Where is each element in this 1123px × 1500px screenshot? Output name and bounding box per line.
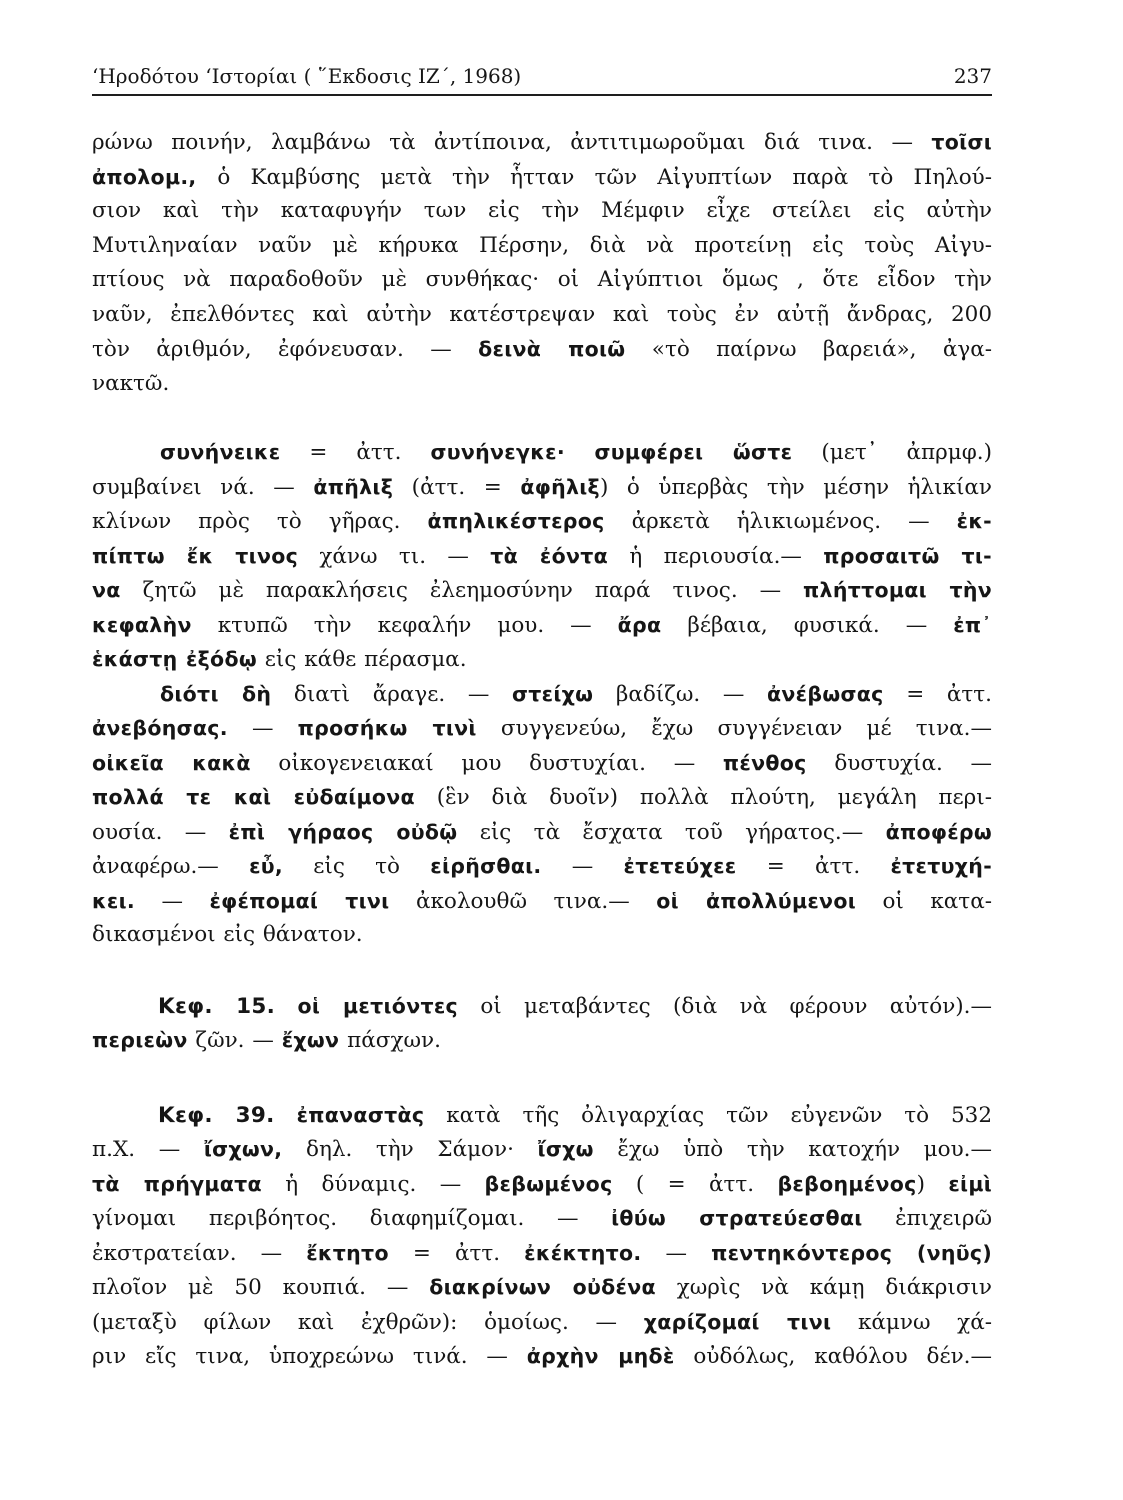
lemma-term: πεντηκόντερος (νηῦς) <box>711 1240 992 1265</box>
gloss-text: ἐκστρατείαν. — <box>92 1240 307 1266</box>
lemma-term: ἐπ᾽ <box>953 612 992 637</box>
text-line <box>92 367 992 402</box>
lemma-term: διακρίνων οὐδένα <box>429 1275 656 1299</box>
gloss-text: — <box>541 854 624 879</box>
gloss-text: ) ὁ ὑπερβὰς τὴν μέσην ἡλικίαν <box>599 474 993 500</box>
gloss-text: βέβαια, φυσικά. — <box>661 612 954 638</box>
section-kef-39 <box>92 1098 992 1133</box>
text-line <box>92 1167 992 1202</box>
gloss-text: δικασμένοι εἰς θάνατον. <box>92 922 363 947</box>
gloss-text: — <box>227 716 298 741</box>
lemma-term: ἀρχὴν μηδὲ <box>526 1344 675 1368</box>
text-line <box>92 1339 992 1374</box>
lemma-term: ἀποφέρω <box>885 819 992 844</box>
gloss-text: σιον καὶ τὴν καταφυγήν των εἰς τὴν Μέμφιν εἶχε στείλει εἰς αὐτὴν <box>92 198 992 223</box>
lemma-term: ἀπολομ., <box>92 164 218 189</box>
lemma-term: ἑκάστῃ ἐξόδῳ <box>92 647 257 671</box>
lemma-term: διότι δὴ <box>160 681 272 706</box>
text-line <box>92 470 992 505</box>
text-line <box>92 608 992 643</box>
lemma-term: οἱ ἀπολλύμενοι <box>656 888 856 913</box>
page-header <box>92 64 992 96</box>
gloss-text: οἰκογενειακαί μου δυστυχίαι. — <box>250 750 723 776</box>
lemma-term: να <box>92 578 121 602</box>
gloss-text: ὁ Καμβύσης μετὰ τὴν ἧτταν τῶν Αἰγυπτίων παρὰ τὸ Πηλού- <box>217 164 993 190</box>
gloss-text: κάμνω χά- <box>831 1309 992 1335</box>
lemma-term: ἐτετυχή- <box>890 854 993 878</box>
text-line <box>92 711 992 746</box>
gloss-text: τὸν ἀριθμόν, ἐφόνευσαν. — <box>92 337 479 362</box>
text-line <box>92 1270 992 1305</box>
lemma-term: τὰ πρήγματα <box>92 1171 262 1196</box>
lemma-term: ἰθύω στρατεύεσθαι <box>611 1206 863 1230</box>
gloss-text: συμβαίνει νά. — <box>92 474 314 500</box>
gloss-text: κλίνων πρὸς τὸ γῆρας. <box>92 509 428 534</box>
lemma-term: ἀνεβόησας. <box>92 716 228 740</box>
gloss-text: ) <box>916 1171 949 1197</box>
lemma-term: ἄρα <box>617 612 662 637</box>
lemma-term: πλήττομαι τὴν <box>803 578 992 602</box>
text-line <box>92 298 992 333</box>
page-body <box>92 125 992 1374</box>
text-line <box>92 435 992 470</box>
gloss-text: πλοῖον μὲ 50 κουπιά. — <box>92 1275 430 1300</box>
gloss-text: ( = ἀττ. <box>612 1171 778 1197</box>
lemma-term: τοῖσι <box>931 130 992 154</box>
gloss-text: ἡ δύναμις. — <box>261 1171 485 1197</box>
lemma-term: οἱ μετιόντες <box>297 993 459 1018</box>
lemma-term: κει. <box>92 888 135 913</box>
lemma-term: δεινὰ ποιῶ <box>478 337 626 361</box>
gloss-text: χωρὶς νὰ κάμῃ διάκρισιν <box>655 1275 992 1300</box>
text-line <box>92 539 992 574</box>
gloss-text <box>275 1103 297 1128</box>
gloss-text: οἱ μεταβάντες (διὰ νὰ φέρουν αὐτόν).— <box>458 993 992 1019</box>
gloss-text: εἰς τὰ ἔσχατα τοῦ γήρατος.— <box>457 819 886 845</box>
gloss-text: κατὰ τῆς ὀλιγαρχίας τῶν εὐγενῶν τὸ 532 <box>424 1102 993 1128</box>
lemma-term: προσήκω τινὶ <box>297 716 477 740</box>
gloss-text: Μυτιληναίαν ναῦν μὲ κήρυκα Πέρσην, διὰ νὰ προτείνῃ εἰς τοὺς Αἰγυ- <box>92 232 992 258</box>
gloss-text: πάσχων. <box>339 1028 441 1053</box>
gloss-text: ζητῶ μὲ παρακλήσεις ἐλεημοσύνην παρά τινος. — <box>120 578 804 603</box>
lemma-term: πένθος <box>722 750 807 775</box>
lemma-term: ἔχων <box>281 1028 340 1052</box>
text-line <box>92 194 992 229</box>
gloss-text: δηλ. τὴν Σάμον· <box>282 1137 538 1162</box>
gloss-text: διατὶ ἄραγε. — <box>271 681 512 707</box>
lemma-term: ἐφέπομαί τινι <box>209 888 390 913</box>
gloss-text: ἔχω ὑπὸ τὴν κατοχήν μου.— <box>593 1137 992 1162</box>
gloss-text: γίνομαι περιβόητος. διαφημίζομαι. — <box>92 1206 612 1231</box>
lemma-term: ἀφῆλιξ <box>520 474 600 499</box>
lemma-term: κεφαλὴν <box>92 612 192 637</box>
gloss-text: ἀναφέρω.— <box>92 854 250 879</box>
text-line <box>92 263 992 298</box>
gloss-text: = ἀττ. <box>280 440 431 465</box>
lemma-term: βεβοημένος <box>777 1171 917 1196</box>
text-line <box>92 849 992 884</box>
text-line <box>92 1023 992 1058</box>
lemma-term: Κεφ. 15. <box>158 993 276 1019</box>
text-line <box>92 160 992 195</box>
gloss-text: συγγενεύω, ἔχω συγγένειαν μέ τινα.— <box>476 716 992 741</box>
gloss-text: ουσία. — <box>92 819 229 845</box>
text-line <box>92 884 992 919</box>
text-line <box>92 815 992 850</box>
lemma-term: προσαιτῶ τι- <box>823 543 992 568</box>
section-kef-15 <box>92 989 992 1024</box>
gloss-text <box>275 994 297 1019</box>
lemma-term: συνήνεικε <box>160 440 281 464</box>
gloss-text: π.Χ. — <box>92 1137 204 1162</box>
lemma-term: πίπτω ἔκ τινος <box>92 543 299 568</box>
gloss-text: χάνω τι. — <box>298 543 491 569</box>
lemma-term: βεβωμένος <box>484 1171 613 1196</box>
lemma-term: ἀπηλικέστερος <box>427 509 605 533</box>
gloss-text: (μεταξὺ φίλων καὶ ἐχθρῶν): ὁμοίως. — <box>92 1309 644 1335</box>
lemma-term: τὰ ἐόντα <box>490 543 609 568</box>
lemma-term: ἐτετεύχεε <box>623 854 737 878</box>
gloss-text: δυστυχία. — <box>806 750 992 776</box>
gloss-text: βαδίζω. — <box>593 681 768 707</box>
text-line <box>92 1132 992 1167</box>
gloss-text: εἰς κάθε πέρασμα. <box>256 647 467 672</box>
lemma-term: Κεφ. 39. <box>158 1102 275 1128</box>
gloss-text: = ἀττ. <box>883 681 992 707</box>
text-line <box>92 780 992 815</box>
gloss-text: ζῶν. — <box>187 1028 282 1053</box>
lemma-term: συνήνεγκε· συμφέρει ὥστε <box>430 440 793 464</box>
gloss-text: οἱ κατα- <box>856 888 992 914</box>
gloss-text: οὐδόλως, καθόλου δέν.— <box>674 1344 992 1369</box>
lemma-term: εἰρῆσθαι. <box>430 854 542 878</box>
text-line <box>92 1236 992 1271</box>
lemma-term: εἰμὶ <box>948 1171 992 1196</box>
gloss-text: = ἀττ. <box>388 1240 525 1266</box>
lemma-term: ἐπὶ γήραος οὐδῷ <box>228 819 458 844</box>
gloss-text: πτίους νὰ παραδοθοῦν μὲ συνθήκας· οἱ Αἰγύπτιοι ὅμως , ὅτε εἶδον τὴν <box>92 267 992 292</box>
lemma-term: εὖ, <box>249 854 284 878</box>
text-line <box>92 1305 992 1340</box>
text-line <box>92 677 992 712</box>
text-line <box>92 504 992 539</box>
gloss-text: ἀκολουθῶ τινα.— <box>389 888 657 914</box>
lemma-term: ἔκτητο <box>306 1240 389 1265</box>
gloss-text: (ἓν διὰ δυοῖν) πολλὰ πλούτη, μεγάλη περι- <box>414 785 992 810</box>
gloss-text: ρώνω ποινήν, λαμβάνω τὰ ἀντίποινα, ἀντιτιμωροῦμαι διά τινα. — <box>92 130 932 155</box>
gloss-text: = ἀττ. <box>736 854 891 879</box>
lemma-term: ἴσχω <box>537 1137 594 1161</box>
gloss-text: νακτῶ. <box>92 370 170 396</box>
lemma-term: ἴσχων, <box>203 1137 283 1161</box>
running-title: ‘Ηροδότου ‘Ιστορίαι ( ῞Εκδοσις ΙΖ΄, 1968) <box>92 64 522 88</box>
gloss-text: (ἀττ. = <box>393 474 521 500</box>
text-line <box>92 918 992 953</box>
text-line <box>92 229 992 264</box>
lemma-term: ἀπῆλιξ <box>313 474 394 499</box>
text-line <box>92 332 992 367</box>
lemma-term: ἐπαναστὰς <box>296 1102 425 1127</box>
gloss-text: — <box>641 1240 712 1266</box>
gloss-text: ἀρκετὰ ἡλικιωμένος. — <box>604 509 957 534</box>
lemma-term: χαρίζομαί τινι <box>643 1309 832 1334</box>
text-line <box>92 746 992 781</box>
lemma-term: ἐκέκτητο. <box>524 1240 642 1265</box>
page-number: 237 <box>953 64 992 88</box>
gloss-text: ναῦν, ἐπελθόντες καὶ αὐτὴν κατέστρεψαν καὶ τοὺς ἐν αὐτῇ ἄνδρας, 200 <box>92 301 992 327</box>
gloss-text: εἰς τὸ <box>283 854 431 879</box>
gloss-text: — <box>134 888 210 914</box>
text-line <box>92 1201 992 1236</box>
lemma-term: ἀνέβωσας <box>767 681 884 706</box>
gloss-text: ἡ περιουσία.— <box>608 543 824 569</box>
lemma-term: πολλά τε καὶ εὐδαίμονα <box>92 785 415 809</box>
gloss-text: (μετ᾽ ἀπρμφ.) <box>792 440 992 465</box>
gloss-text: ἐπιχειρῶ <box>862 1206 992 1231</box>
gloss-text: ριν εἴς τινα, ὑποχρεώνω τινά. — <box>92 1344 527 1369</box>
gloss-text: κτυπῶ τὴν κεφαλήν μου. — <box>191 612 618 638</box>
gloss-text: «τὸ παίρνω βαρειά», ἀγα- <box>625 337 993 362</box>
text-line <box>92 125 992 160</box>
lemma-term: ἐκ- <box>956 509 992 533</box>
lemma-term: περιεὼν <box>92 1028 188 1052</box>
lemma-term: στείχω <box>511 681 594 706</box>
lemma-term: οἰκεῖα κακὰ <box>92 750 251 775</box>
text-line <box>92 642 992 677</box>
text-line <box>92 573 992 608</box>
